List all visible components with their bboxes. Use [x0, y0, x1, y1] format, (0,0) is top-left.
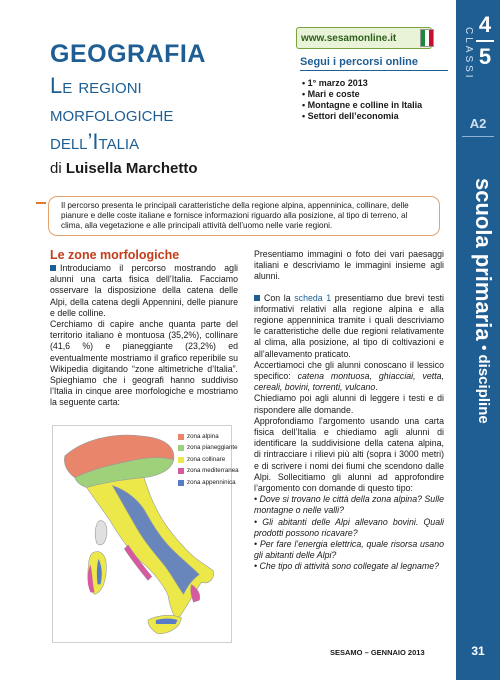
title-line-3: dell’Italia	[50, 129, 140, 154]
question-item: • Gli abitanti delle Alpi allevano bovini. Quali prodotti possono ricavare?	[254, 516, 444, 538]
legend-item	[178, 456, 239, 464]
online-path-item[interactable]: • Settori dell’economia	[302, 111, 422, 122]
legend-swatch	[178, 445, 184, 451]
paragraph: Presentiamo immagini o foto dei vari paesaggi italiani e descriviamo le immagini insieme agli alunni.	[254, 249, 444, 282]
paragraph: Approfondiamo l’argomento usando una carta fisica dell’Italia e chiediamo agli alunni di identificare la suddivisione della catena alpina, di rintracciare i rilievi più alti (sopra i 3000 metri) e di scrivere i nomi dei fiumi che scendono dalle Alpi. Sollecitiamo gli alunni ad approfondire l’argomento con domande di questo tipo:	[254, 415, 444, 494]
paragraph: Chiediamo poi agli alunni di leggere i testi e di rispondere alle domande.	[254, 393, 444, 415]
website-logo-text: www.sesamonline.it	[301, 32, 397, 44]
paragraph-square-icon	[50, 265, 56, 271]
legend-label: zona alpina	[187, 433, 219, 440]
section-code: A2	[469, 116, 487, 131]
legend-item	[178, 433, 239, 441]
vertical-title-sub: • discipline	[475, 345, 492, 424]
paragraph	[254, 360, 444, 394]
legend-item	[178, 467, 239, 475]
author-name: Luisella Marchetto	[65, 160, 198, 177]
paragraph-text: .	[375, 382, 378, 393]
subject-title: GEOGRAFIA	[50, 40, 206, 68]
legend-swatch	[178, 457, 184, 463]
legend-label: zona mediterranea	[187, 467, 239, 475]
worksheet-link[interactable]: scheda 1	[294, 292, 332, 303]
left-column	[50, 248, 238, 409]
intro-box	[48, 196, 440, 236]
section-code-divider	[462, 136, 494, 137]
class-number-top: 4	[478, 12, 492, 37]
vertical-title-main: scuola primaria	[471, 178, 496, 341]
online-paths-list	[302, 78, 422, 122]
map-corsica	[95, 521, 107, 545]
title-line-2: morfologiche	[50, 101, 174, 126]
legend-label: zona collinare	[187, 455, 226, 463]
paragraph-text: Introduciamo il percorso mostrando agli alunni una carta fisica dell’Italia. Facciamo osservare la disposizione della catena delle Alpi, della catena degli Appennini, delle pianure e delle colline.	[50, 263, 238, 318]
section-title: Le zone morfologiche	[50, 248, 180, 262]
page-number: 31	[471, 644, 485, 658]
online-paths-title: Segui i percorsi online	[300, 56, 418, 68]
author-prefix: di	[50, 160, 62, 177]
intro-text: Il percorso presenta le principali caratteristiche della regione alpina, appenninica, collinare, delle pianure e delle coste italiane e fornisce informazioni riguardo alla posizione, al tipo di terreno, al clima, alla vegetazione e alle principali attività dell’uomo nelle varie regioni.	[61, 201, 409, 230]
author-byline	[50, 160, 198, 177]
online-path-item[interactable]: • Mari e coste	[302, 89, 422, 100]
legend-label: zona appenninica	[187, 478, 236, 486]
legend-label: zona pianeggiante	[187, 444, 238, 452]
italy-flag-icon	[420, 29, 434, 47]
classi-label: CLASSI	[463, 27, 474, 81]
legend-swatch	[178, 480, 184, 486]
vocabulary-terms: catena montuosa, ghiacciai, vetta, cereali, bovini, torrenti, vulcano	[254, 371, 444, 393]
question-item: • Dove si trovano le città della zona alpina? Sulle montagne o nelle valli?	[254, 494, 444, 516]
paragraph-square-icon	[254, 295, 260, 301]
legend-swatch	[178, 434, 184, 440]
legend-item	[178, 479, 239, 487]
paragraph-text: Accertiamoci che gli alunni conoscano il lessico specifico:	[254, 359, 444, 382]
question-item: • Che tipo di attività sono collegate al legname?	[254, 561, 439, 572]
paragraph	[50, 263, 238, 319]
question-item: • Per fare l’energia elettrica, quale risorsa usano gli abitanti delle Alpi?	[254, 539, 444, 561]
paragraph: Cerchiamo di capire anche quanta parte del territorio italiano è montuosa (35,2%), collinare (41,6 %) e pianeggiante (23,2%) ed eventualmente mostriamo il grafico reperibile su Wikipedia digitando “zone altimetriche d’Italia”. Spieghiamo che i geografi hanno suddiviso l’Italia in cinque aree morfologiche e mostriamo la seguente carta:	[50, 319, 238, 408]
paragraph	[254, 293, 444, 360]
title-line-1: Le regioni	[50, 73, 142, 98]
class-separator	[476, 40, 494, 42]
intro-accent-mark	[36, 202, 46, 204]
website-logo[interactable]	[296, 27, 432, 49]
legend-item	[178, 444, 239, 452]
right-column	[254, 249, 444, 573]
map-zone-apennine	[156, 619, 178, 624]
vertical-section-title	[460, 178, 496, 508]
online-paths-divider	[300, 70, 448, 71]
legend-swatch	[178, 468, 184, 474]
online-path-item[interactable]: • Montagne e colline in Italia	[302, 100, 422, 111]
online-path-item[interactable]: • 1° marzo 2013	[302, 78, 422, 89]
paragraph-text: Con la	[264, 292, 295, 303]
paragraph-text: presentiamo due brevi testi informativi relativi alla regione alpina e alla regione appenninica tramite i quali descriviamo le caratteristiche delle due regioni relativamente al clima, alla posizione, al tipo di coltivazioni e all’allevamento praticato.	[254, 292, 445, 359]
class-number-bottom: 5	[478, 44, 492, 69]
issue-footer: SESAMO – GENNAIO 2013	[330, 648, 425, 657]
map-legend	[178, 433, 239, 490]
